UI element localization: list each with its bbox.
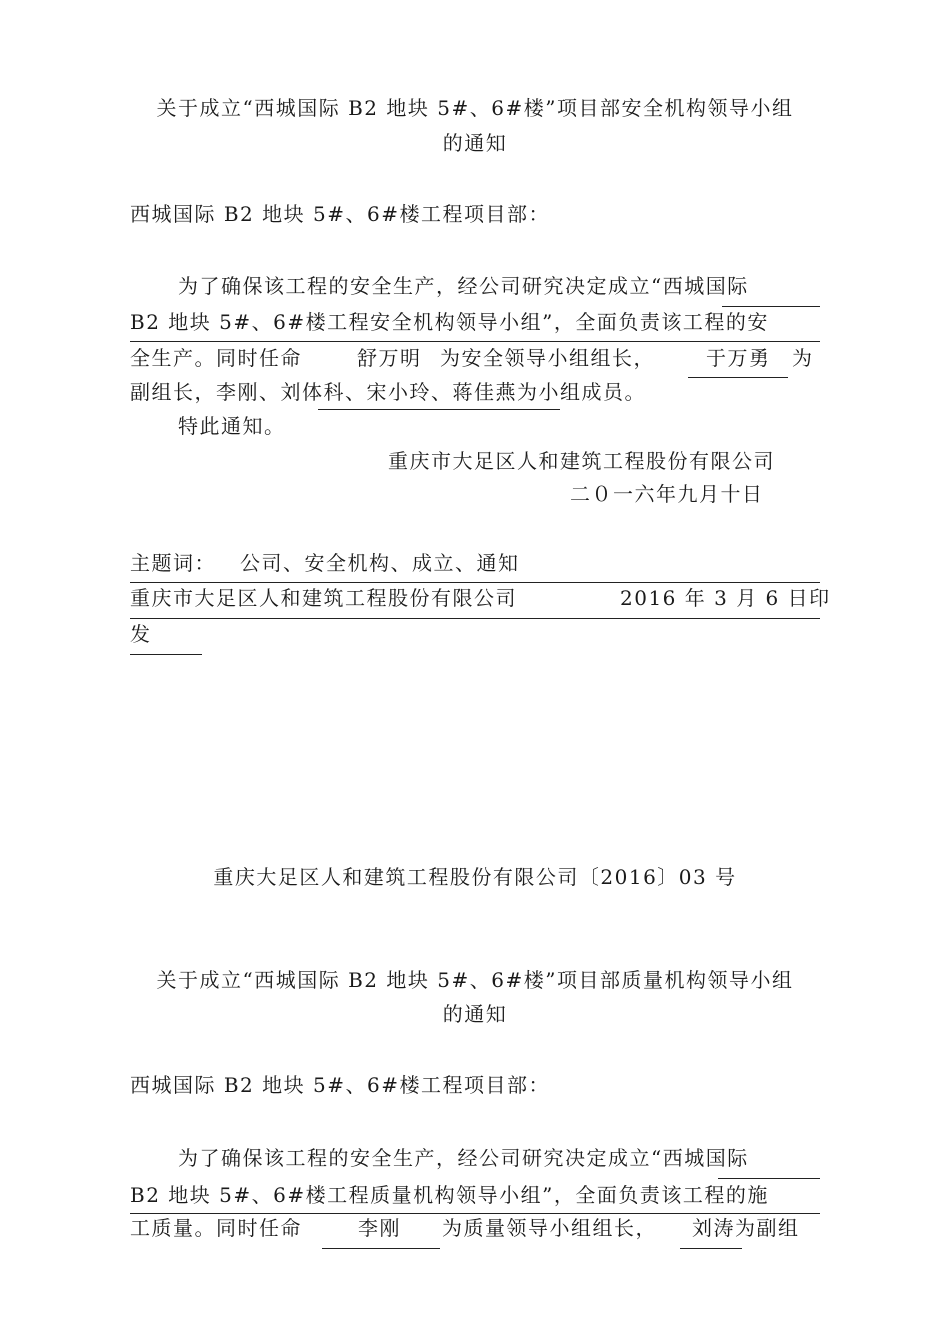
notice2-body-line1: 为了确保该工程的安全生产，经公司研究决定成立“西城国际	[178, 1146, 749, 1170]
notice1-keywords: 公司、安全机构、成立、通知	[240, 551, 520, 575]
notice2-title-line1: 关于成立“西城国际 B2 地块 5#、6#楼”项目部质量机构领导小组	[156, 968, 794, 992]
notice2-body-line2: B2 地块 5#、6#楼工程质量机构领导小组”，全面负责该工程的施	[130, 1183, 769, 1207]
notice2-title-line2: 的通知	[442, 1002, 508, 1026]
notice2-deputy-underline	[680, 1248, 742, 1249]
notice1-body-line1: 为了确保该工程的安全生产，经公司研究决定成立“西城国际	[178, 274, 749, 298]
notice2-leader-name: 李刚	[358, 1216, 401, 1240]
notice1-issue-suffix: 发	[130, 622, 152, 646]
notice1-issue-date: 2016 年 3 月 6 日印	[620, 586, 831, 610]
notice2-doc-number: 重庆大足区人和建筑工程股份有限公司〔2016〕03 号	[213, 865, 737, 889]
notice1-closing: 特此通知。	[178, 414, 286, 438]
notice2-body-line3-a: 工质量。同时任命	[130, 1216, 302, 1240]
notice1-body-line3-a: 全生产。同时任命	[130, 346, 302, 370]
notice1-underline-4	[318, 409, 560, 410]
notice2-body-line3-b: 为质量领导小组组长，	[442, 1216, 657, 1240]
notice1-title-line2: 的通知	[442, 131, 508, 155]
notice1-body-line3-c: 为	[792, 346, 814, 370]
notice2-underline-1	[718, 1178, 820, 1179]
notice1-body-line4: 副组长，李刚、刘体科、宋小玲、蒋佳燕为小组成员。	[130, 380, 646, 404]
notice1-body-line2: B2 地块 5#、6#楼工程安全机构领导小组”，全面负责该工程的安	[130, 310, 769, 334]
notice1-underline-2	[130, 341, 820, 342]
notice1-signature-date: 二０一六年九月十日	[570, 482, 764, 506]
notice1-deputy-name: 于万勇	[706, 346, 771, 370]
notice1-title-line1: 关于成立“西城国际 B2 地块 5#、6#楼”项目部安全机构领导小组	[156, 96, 794, 120]
notice1-body-line3-b: 为安全领导小组组长，	[440, 346, 655, 370]
notice1-keywords-label: 主题词：	[130, 551, 216, 575]
notice1-issuer: 重庆市大足区人和建筑工程股份有限公司	[130, 586, 517, 610]
notice1-recipient: 西城国际 B2 地块 5#、6#楼工程项目部：	[130, 202, 550, 226]
notice2-leader-underline	[322, 1248, 440, 1249]
notice2-recipient: 西城国际 B2 地块 5#、6#楼工程项目部：	[130, 1073, 550, 1097]
notice1-suffix-rule	[130, 654, 202, 655]
notice1-leader-name: 舒万明	[357, 346, 422, 370]
notice1-signature-company: 重庆市大足区人和建筑工程股份有限公司	[388, 449, 775, 473]
notice1-underline-3	[688, 377, 788, 378]
notice2-deputy-text: 刘涛为副组	[692, 1216, 800, 1240]
notice1-issuer-rule	[130, 618, 820, 619]
